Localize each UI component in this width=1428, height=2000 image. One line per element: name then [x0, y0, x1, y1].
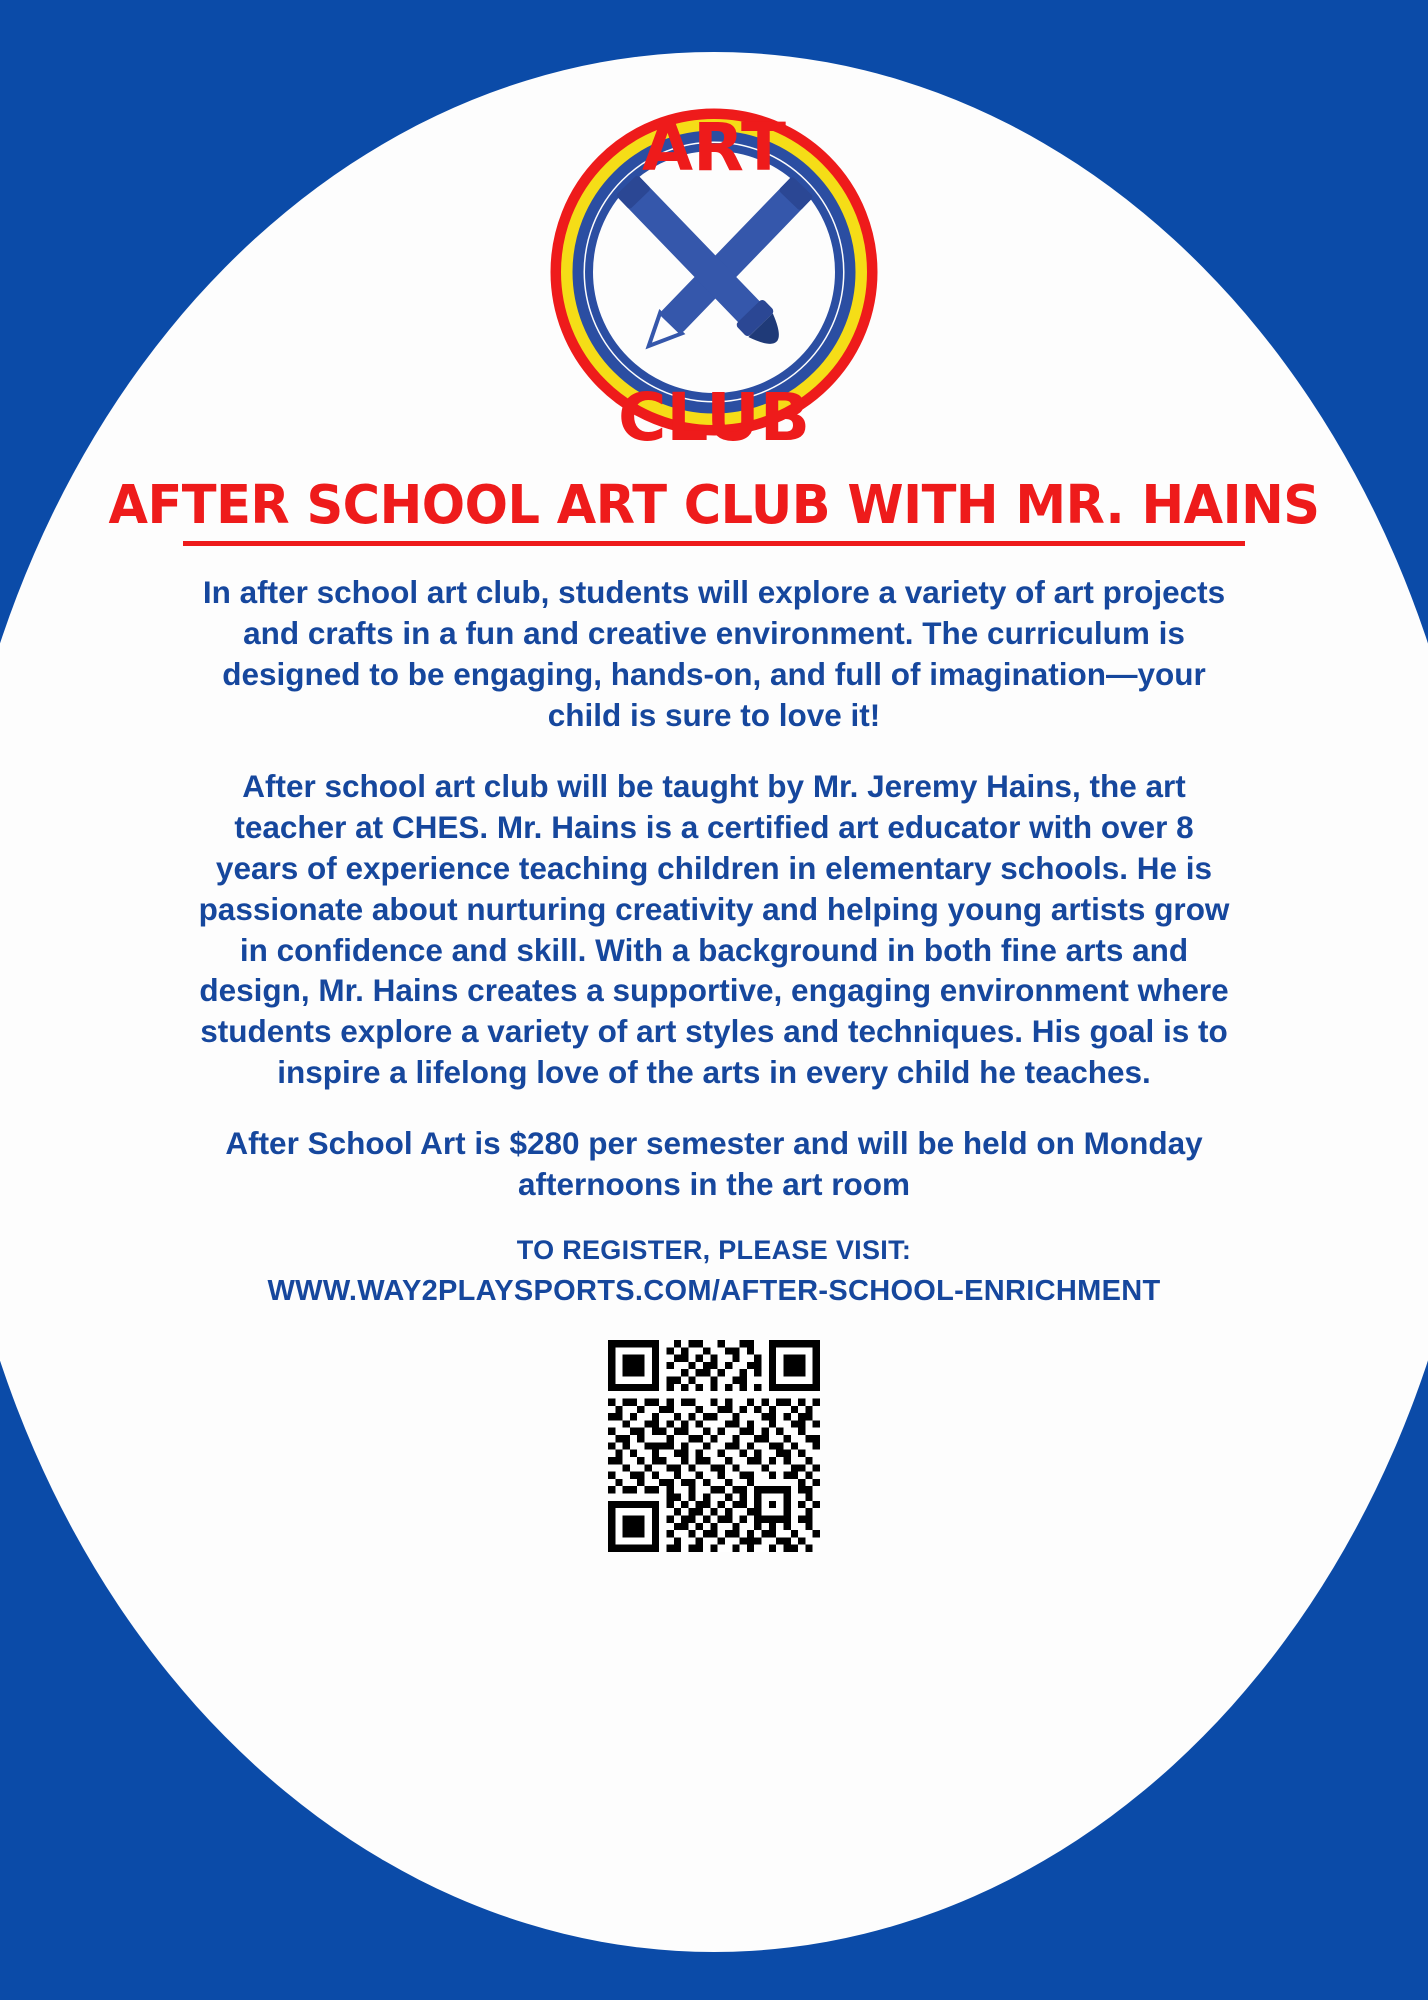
- paragraph-intro: In after school art club, students will explore a variety of art projects and crafts in a fun and creative environment. The curriculum is designed to be engaging, hands-on, and full of imagination—your child is sure to love it!: [202, 574, 1226, 733]
- register-url[interactable]: WWW.WAY2PLAYSPORTS.COM/AFTER-SCHOOL-ENRICHMENT: [267, 1275, 1161, 1308]
- registration-block: [268, 1231, 1161, 1312]
- body-text: [194, 572, 1234, 1205]
- logo-top-word: ART: [642, 109, 786, 186]
- logo-bottom-word: CLUB: [617, 379, 811, 456]
- art-club-logo: [504, 72, 924, 472]
- paragraph-price-schedule: After School Art is $280 per semester and will be held on Monday afternoons in the art room: [225, 1125, 1203, 1203]
- qr-code[interactable]: [608, 1340, 820, 1552]
- paragraph-instructor: After school art club will be taught by Mr. Jeremy Hains, the art teacher at CHES. Mr. Hains is a certified art educator with over 8 years of experience teaching children in elementary schools. He is passionate about nurturing creativity and helping young artists grow in confidence and skill. With a background in both fine arts and design, Mr. Hains creates a supportive, engaging environment where students explore a variety of art styles and techniques. His goal is to inspire a lifelong love of the arts in every child he teaches.: [198, 767, 1230, 1091]
- page-title: AFTER SCHOOL ART CLUB WITH MR. HAINS: [108, 474, 1320, 537]
- register-label: TO REGISTER, PLEASE VISIT:: [516, 1235, 912, 1266]
- title-underline: [183, 541, 1245, 546]
